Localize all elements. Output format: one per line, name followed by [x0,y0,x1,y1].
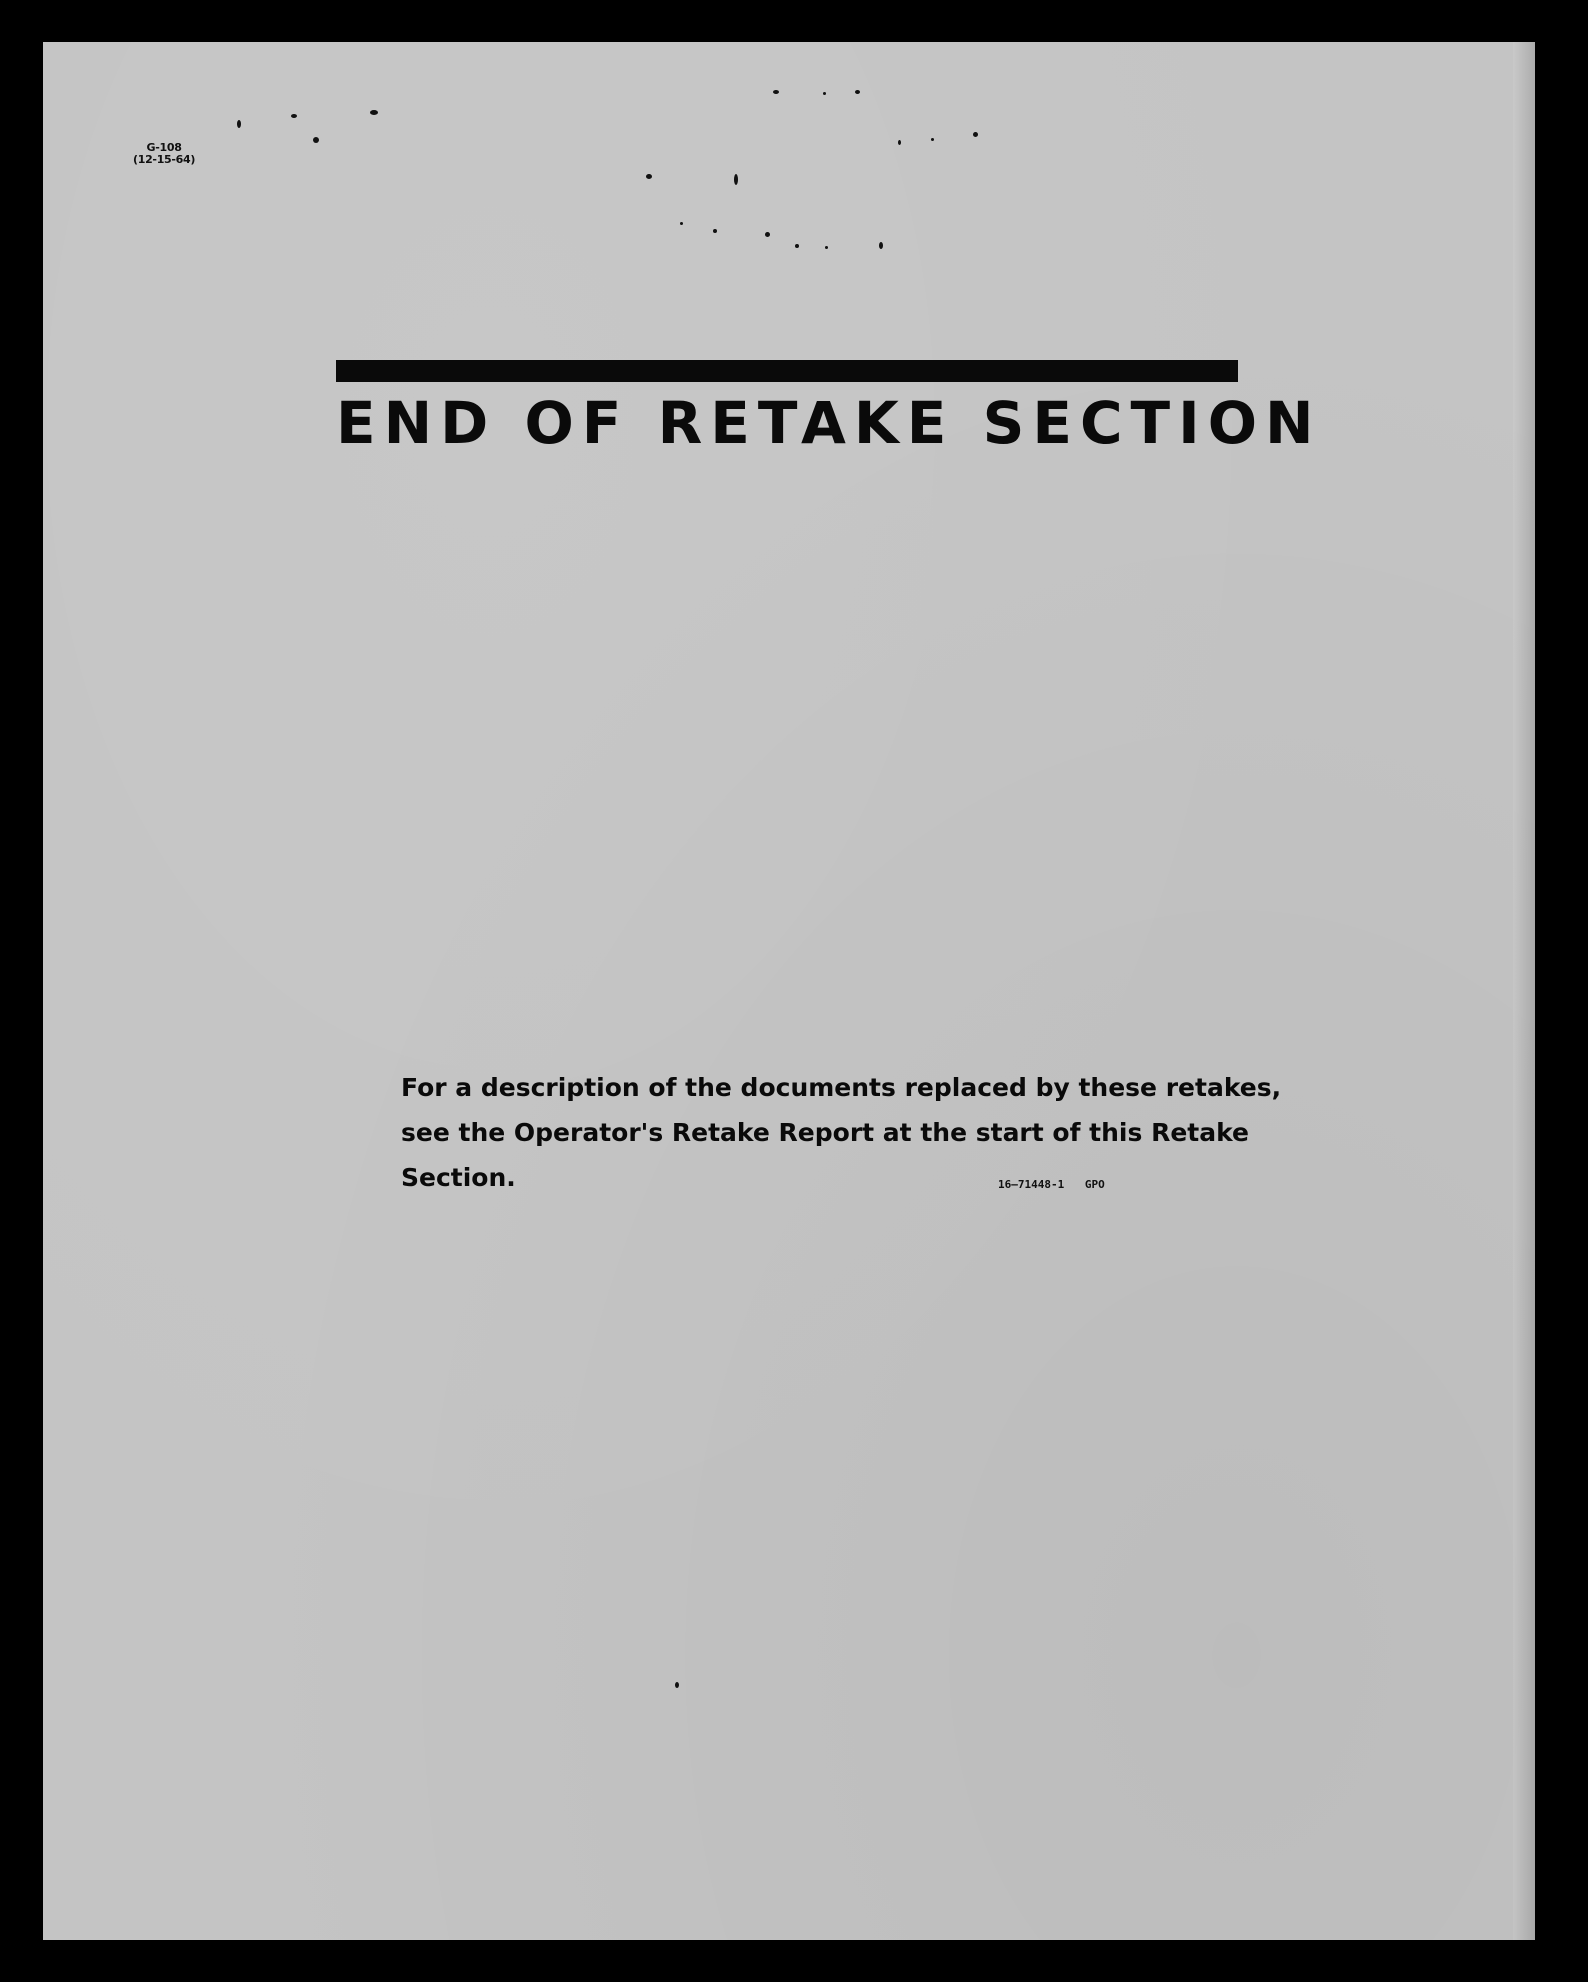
dust-speck [855,90,860,94]
print-code: 16—71448-1 GPO [998,1178,1105,1191]
section-title: END OF RETAKE SECTION [336,389,1322,457]
dust-speck [680,222,683,225]
dust-speck [931,138,934,141]
paper-sheet [43,42,1535,1940]
dust-speck [765,232,770,237]
note-line-3: Section. [401,1163,516,1192]
dust-speck [675,1682,679,1688]
form-number-id: G-108 [146,141,182,154]
dust-speck [795,244,799,248]
dust-speck [370,110,378,115]
dust-speck [898,140,901,145]
dust-speck [291,114,297,118]
form-number [133,142,195,166]
form-number-date: (12-15-64) [133,153,196,166]
dust-speck [973,132,978,137]
dust-speck [823,92,826,95]
title-rule [336,360,1238,382]
note-line-1: For a description of the documents replaced by these retakes, [401,1073,1282,1102]
dust-speck [879,242,883,249]
dust-speck [237,120,241,128]
dust-speck [646,174,652,179]
note-line-2: see the Operator's Retake Report at the start of this Retake [401,1118,1250,1147]
dust-speck [734,174,738,185]
dust-speck [713,229,717,233]
paper-edge [1513,42,1535,1940]
dust-speck [773,90,779,94]
dust-speck [825,246,828,249]
dust-speck [313,137,319,143]
